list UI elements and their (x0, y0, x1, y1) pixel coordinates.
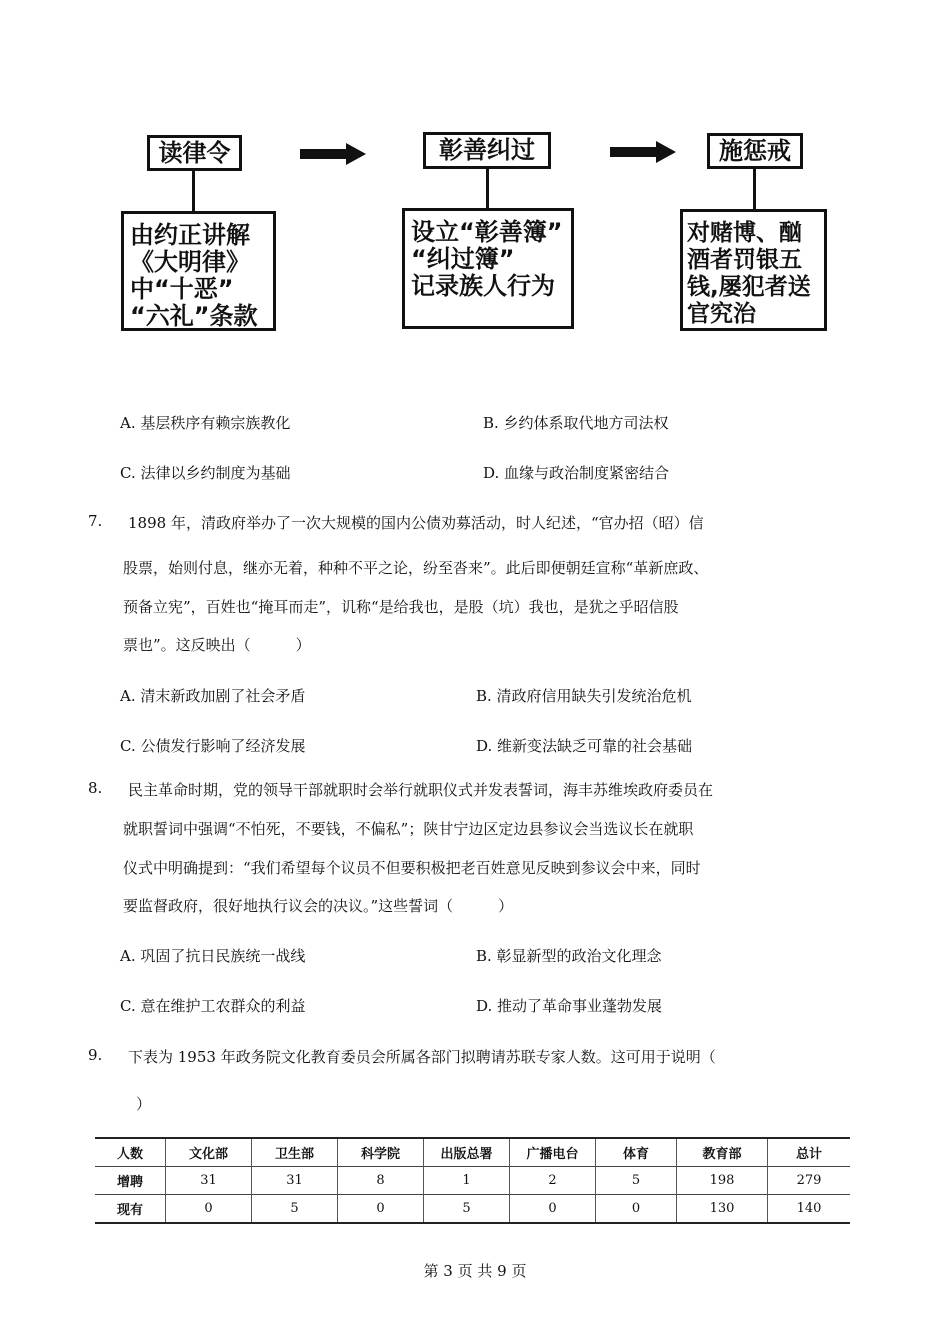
table-cell: 2 (510, 1167, 596, 1195)
table-cell: 5 (252, 1195, 338, 1224)
q8-option-d: D. 推动了革命事业蓬勃发展 (476, 997, 663, 1015)
table-cell: 31 (166, 1167, 252, 1195)
table-cell: 现有 (116, 1203, 143, 1218)
table-header: 体育 (596, 1138, 677, 1167)
table-cell: 5 (596, 1167, 677, 1195)
table-header: 总计 (768, 1138, 851, 1167)
q6-option-a: A. 基层秩序有赖宗族教化 (120, 414, 291, 432)
q8-option-b: B. 彰显新型的政治文化理念 (476, 947, 662, 965)
table-header: 卫生部 (252, 1138, 338, 1167)
connector-line (486, 168, 489, 210)
q9-number: 9. (88, 1046, 103, 1064)
table-cell: 0 (338, 1195, 424, 1224)
table-cell: 31 (252, 1167, 338, 1195)
table-cell: 5 (424, 1195, 510, 1224)
table-cell: 增聘 (116, 1175, 143, 1190)
q8-option-c: C. 意在维护工农群众的利益 (120, 997, 306, 1015)
connector-line (753, 168, 756, 211)
q9-line: ） (136, 1095, 152, 1113)
q7-line: 预备立宪”，百姓也“掩耳而走”，讥称“是给我也，是股（坑）我也，是犹之乎昭信股 (123, 598, 679, 616)
table-header: 科学院 (338, 1138, 424, 1167)
table-cell: 0 (166, 1195, 252, 1224)
table-cell: 130 (677, 1195, 768, 1224)
q7-option-a: A. 清末新政加剧了社会矛盾 (120, 687, 306, 705)
experts-table (95, 1137, 850, 1224)
table-header: 出版总署 (424, 1138, 510, 1167)
step-2-title: 彰善纠过 (423, 132, 551, 169)
q8-option-a: A. 巩固了抗日民族统一战线 (120, 947, 306, 965)
step-3-title: 施惩戒 (707, 133, 803, 169)
q7-number: 7. (88, 512, 103, 530)
q6-option-b: B. 乡约体系取代地方司法权 (483, 414, 669, 432)
step-3-body: 对赌博、酗 酒者罚银五 钱,屡犯者送 官究治 (680, 209, 827, 331)
table-cell: 1 (424, 1167, 510, 1195)
table-cell: 140 (768, 1195, 851, 1224)
page-footer: 第 3 页 共 9 页 (423, 1262, 527, 1280)
table-cell: 0 (510, 1195, 596, 1224)
q7-option-c: C. 公债发行影响了经济发展 (120, 737, 306, 755)
table-header: 广播电台 (510, 1138, 596, 1167)
table-row (95, 1167, 850, 1195)
q7-line: 股票，始则付息，继亦无着，种种不平之论，纷至沓来”。此后即便朝廷宣称“革新庶政、 (123, 559, 709, 577)
q7-option-b: B. 清政府信用缺失引发统治危机 (476, 687, 692, 705)
q8-line: 就职誓词中强调“不怕死，不要钱，不偏私”；陕甘宁边区定边县参议会当选议长在就职 (123, 820, 694, 838)
q8-line: 民主革命时期，党的领导干部就职时会举行就职仪式并发表誓词，海丰苏维埃政府委员在 (128, 781, 714, 799)
q6-option-d: D. 血缘与政治制度紧密结合 (483, 464, 670, 482)
table-cell: 0 (596, 1195, 677, 1224)
q9-line: 下表为 1953 年政务院文化教育委员会所属各部门拟聘请苏联专家人数。这可用于说明（ (128, 1048, 716, 1066)
q8-line: 仪式中明确提到：“我们希望每个议员不但要积极把老百姓意见反映到参议会中来，同时 (123, 859, 701, 877)
connector-line (192, 170, 195, 213)
table-cell: 8 (338, 1167, 424, 1195)
table-header-row (95, 1138, 850, 1167)
q7-line: 1898 年，清政府举办了一次大规模的国内公债劝募活动，时人纪述，“官办招（昭）信 (128, 514, 704, 532)
table-cell: 198 (677, 1167, 768, 1195)
q6-option-c: C. 法律以乡约制度为基础 (120, 464, 291, 482)
step-2-body: 设立“彰善簿” “纠过簿” 记录族人行为 (402, 208, 574, 329)
table-cell: 279 (768, 1167, 851, 1195)
q7-option-d: D. 维新变法缺乏可靠的社会基础 (476, 737, 693, 755)
step-1-title: 读律令 (147, 135, 242, 171)
q7-line: 票也”。这反映出（ ） (123, 636, 311, 654)
table-header: 教育部 (677, 1138, 768, 1167)
q8-line: 要监督政府，很好地执行议会的决议。”这些誓词（ ） (123, 897, 514, 915)
q8-number: 8. (88, 779, 103, 797)
table-header: 文化部 (166, 1138, 252, 1167)
step-1-body: 由约正讲解 《大明律》 中“十恶” “六礼”条款 (121, 211, 276, 331)
table-row (95, 1195, 850, 1224)
table-header: 人数 (116, 1147, 143, 1162)
